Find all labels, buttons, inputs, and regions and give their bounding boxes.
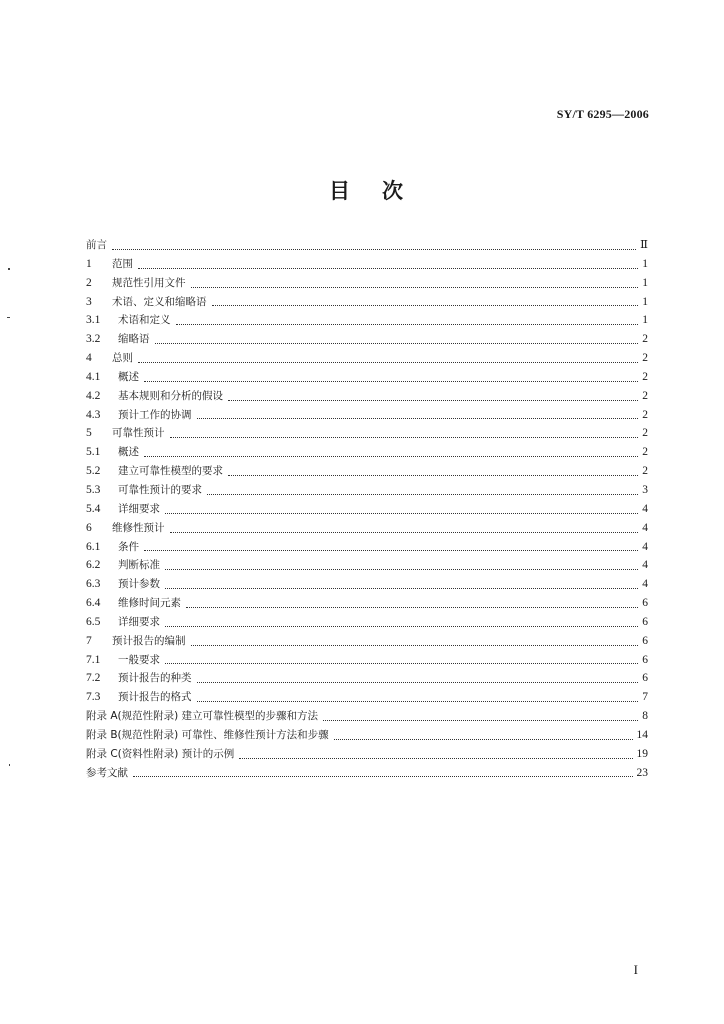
toc-entry-number: 6 (86, 521, 92, 534)
toc-entry-number: 5.4 (86, 502, 101, 515)
toc-entry-number: 5.3 (86, 483, 101, 496)
toc-entry-page: 2 (642, 408, 648, 421)
dot-leader (133, 776, 633, 777)
toc-entry[interactable] (86, 519, 648, 538)
dot-leader (197, 701, 639, 702)
dot-leader (228, 475, 638, 476)
toc-entry-page: Ⅱ (640, 239, 648, 251)
toc-entry[interactable] (86, 255, 648, 274)
toc-entry-title: 一般要求 (118, 653, 160, 666)
toc-entry-title: 预计参数 (118, 578, 160, 591)
toc-entry-title: 基本规则和分析的假设 (118, 389, 223, 402)
scan-speck (9, 764, 10, 766)
toc-entry-title: 维修时间元素 (118, 597, 181, 610)
toc-entry-title: 详细要求 (118, 502, 160, 515)
page-title: 目次 (329, 179, 435, 203)
toc-entry-number: 7.1 (86, 653, 101, 666)
toc-entry[interactable] (86, 311, 648, 330)
toc-entry-page: 6 (642, 615, 648, 628)
toc-entry-title: 预计报告的格式 (118, 691, 192, 704)
dot-leader (138, 362, 638, 363)
scan-speck (7, 317, 10, 318)
dot-leader (176, 324, 639, 325)
toc-entry-page: 6 (642, 634, 648, 647)
toc-entry-title: 范围 (112, 257, 133, 270)
toc-entry[interactable] (86, 688, 648, 707)
toc-entry-number: 3.2 (86, 333, 101, 346)
dot-leader (165, 569, 638, 570)
scan-speck (8, 268, 10, 270)
toc-entry-number: 7.3 (86, 691, 101, 704)
toc-entry-page: 8 (642, 710, 648, 723)
toc-entry-page: 3 (642, 483, 648, 496)
toc-entry-number: 6.2 (86, 559, 101, 572)
toc-entry[interactable] (86, 726, 648, 745)
toc-entry-number: 5.1 (86, 446, 101, 459)
dot-leader (170, 532, 639, 533)
toc-entry-page: 6 (642, 597, 648, 610)
toc-entry-title: 预计工作的协调 (118, 408, 192, 421)
toc-entry-page: 4 (642, 540, 648, 553)
toc-entry[interactable] (86, 651, 648, 670)
toc-entry-number: 2 (86, 276, 92, 289)
toc-entry-number: 7.2 (86, 672, 101, 685)
toc-entry[interactable] (86, 707, 648, 726)
dot-leader (165, 663, 638, 664)
dot-leader (191, 287, 639, 288)
dot-leader (323, 720, 638, 721)
dot-leader (144, 381, 638, 382)
toc-entry[interactable] (86, 406, 648, 425)
dot-leader (239, 758, 632, 759)
toc-entry-title: 概述 (118, 446, 139, 459)
toc-entry[interactable] (86, 293, 648, 312)
toc-entry[interactable] (86, 424, 648, 443)
toc-entry-page: 2 (642, 389, 648, 402)
toc-entry-title: 维修性预计 (112, 521, 165, 534)
toc-entry[interactable] (86, 274, 648, 293)
toc-entry-title: 可靠性预计的要求 (118, 483, 202, 496)
dot-leader (170, 437, 639, 438)
toc-entry-page: 2 (642, 333, 648, 346)
toc-entry-title: 术语、定义和缩略语 (112, 295, 207, 308)
standard-code: SY/T 6295—2006 (556, 107, 649, 121)
toc-entry-title: 附录 A(规范性附录) 建立可靠性模型的步骤和方法 (86, 710, 319, 723)
toc-entry-number: 3.1 (86, 314, 101, 327)
toc-entry-page: 23 (636, 766, 648, 779)
toc-entry-page: 6 (642, 653, 648, 666)
table-of-contents (86, 236, 648, 782)
toc-entry-title: 建立可靠性模型的要求 (118, 465, 223, 478)
toc-entry[interactable] (86, 368, 648, 387)
toc-entry-title: 前言 (86, 239, 107, 251)
toc-entry[interactable] (86, 764, 648, 783)
dot-leader (165, 626, 638, 627)
toc-entry-number: 4.1 (86, 370, 101, 383)
toc-entry-number: 4.2 (86, 389, 101, 402)
toc-entry-number: 6.1 (86, 540, 101, 553)
dot-leader (197, 418, 639, 419)
toc-entry[interactable] (86, 538, 648, 557)
toc-entry-page: 19 (636, 747, 648, 760)
toc-entry[interactable] (86, 669, 648, 688)
dot-leader (191, 645, 639, 646)
toc-entry-title: 详细要求 (118, 615, 160, 628)
toc-entry-number: 5.2 (86, 465, 101, 478)
toc-entry-page: 1 (642, 276, 648, 289)
toc-entry-title: 判断标准 (118, 559, 160, 572)
toc-entry-page: 1 (642, 257, 648, 270)
toc-entry-title: 预计报告的编制 (112, 634, 186, 647)
toc-entry[interactable] (86, 575, 648, 594)
toc-entry-page: 2 (642, 427, 648, 440)
dot-leader (207, 494, 638, 495)
toc-entry-number: 3 (86, 295, 92, 308)
toc-entry[interactable] (86, 745, 648, 764)
toc-entry-page: 4 (642, 578, 648, 591)
toc-entry[interactable] (86, 594, 648, 613)
page-number: I (633, 962, 638, 977)
toc-entry-number: 5 (86, 427, 92, 440)
toc-entry-page: 1 (642, 314, 648, 327)
toc-entry-page: 7 (642, 691, 648, 704)
toc-entry-title: 规范性引用文件 (112, 276, 186, 289)
toc-entry[interactable] (86, 349, 648, 368)
toc-entry[interactable] (86, 500, 648, 519)
toc-entry-number: 6.4 (86, 597, 101, 610)
toc-entry[interactable] (86, 236, 648, 255)
toc-entry-page: 6 (642, 672, 648, 685)
toc-entry-number: 1 (86, 257, 92, 270)
toc-entry-page: 4 (642, 502, 648, 515)
toc-entry-number: 4.3 (86, 408, 101, 421)
toc-entry-title: 术语和定义 (118, 314, 171, 327)
dot-leader (212, 305, 639, 306)
toc-entry-page: 2 (642, 465, 648, 478)
dot-leader (197, 682, 639, 683)
toc-entry-title: 总则 (112, 352, 133, 365)
toc-entry[interactable] (86, 330, 648, 349)
dot-leader (186, 607, 638, 608)
toc-entry[interactable] (86, 443, 648, 462)
toc-entry[interactable] (86, 481, 648, 500)
dot-leader (138, 268, 638, 269)
dot-leader (165, 588, 638, 589)
toc-entry-number: 6.5 (86, 615, 101, 628)
toc-entry[interactable] (86, 387, 648, 406)
toc-entry-number: 6.3 (86, 578, 101, 591)
dot-leader (155, 343, 639, 344)
toc-entry-page: 14 (636, 728, 648, 741)
toc-entry-title: 参考文献 (86, 766, 128, 779)
dot-leader (144, 456, 638, 457)
toc-entry-title: 概述 (118, 370, 139, 383)
toc-entry-title: 附录 C(资料性附录) 预计的示例 (86, 747, 235, 760)
toc-entry-title: 预计报告的种类 (118, 672, 192, 685)
dot-leader (144, 550, 638, 551)
toc-entry-title: 可靠性预计 (112, 427, 165, 440)
toc-entry-page: 4 (642, 559, 648, 572)
dot-leader (228, 400, 638, 401)
toc-entry-title: 附录 B(规范性附录) 可靠性、维修性预计方法和步骤 (86, 728, 329, 741)
toc-entry-number: 4 (86, 352, 92, 365)
dot-leader (112, 249, 636, 250)
toc-entry[interactable] (86, 613, 648, 632)
dot-leader (334, 739, 633, 740)
toc-entry-page: 1 (642, 295, 648, 308)
toc-entry[interactable] (86, 632, 648, 651)
toc-entry[interactable] (86, 556, 648, 575)
toc-entry-number: 7 (86, 634, 92, 647)
toc-entry[interactable] (86, 462, 648, 481)
toc-entry-page: 2 (642, 352, 648, 365)
toc-entry-page: 2 (642, 370, 648, 383)
dot-leader (165, 513, 638, 514)
toc-entry-title: 缩略语 (118, 333, 150, 346)
toc-entry-page: 2 (642, 446, 648, 459)
toc-entry-title: 条件 (118, 540, 139, 553)
toc-entry-page: 4 (642, 521, 648, 534)
